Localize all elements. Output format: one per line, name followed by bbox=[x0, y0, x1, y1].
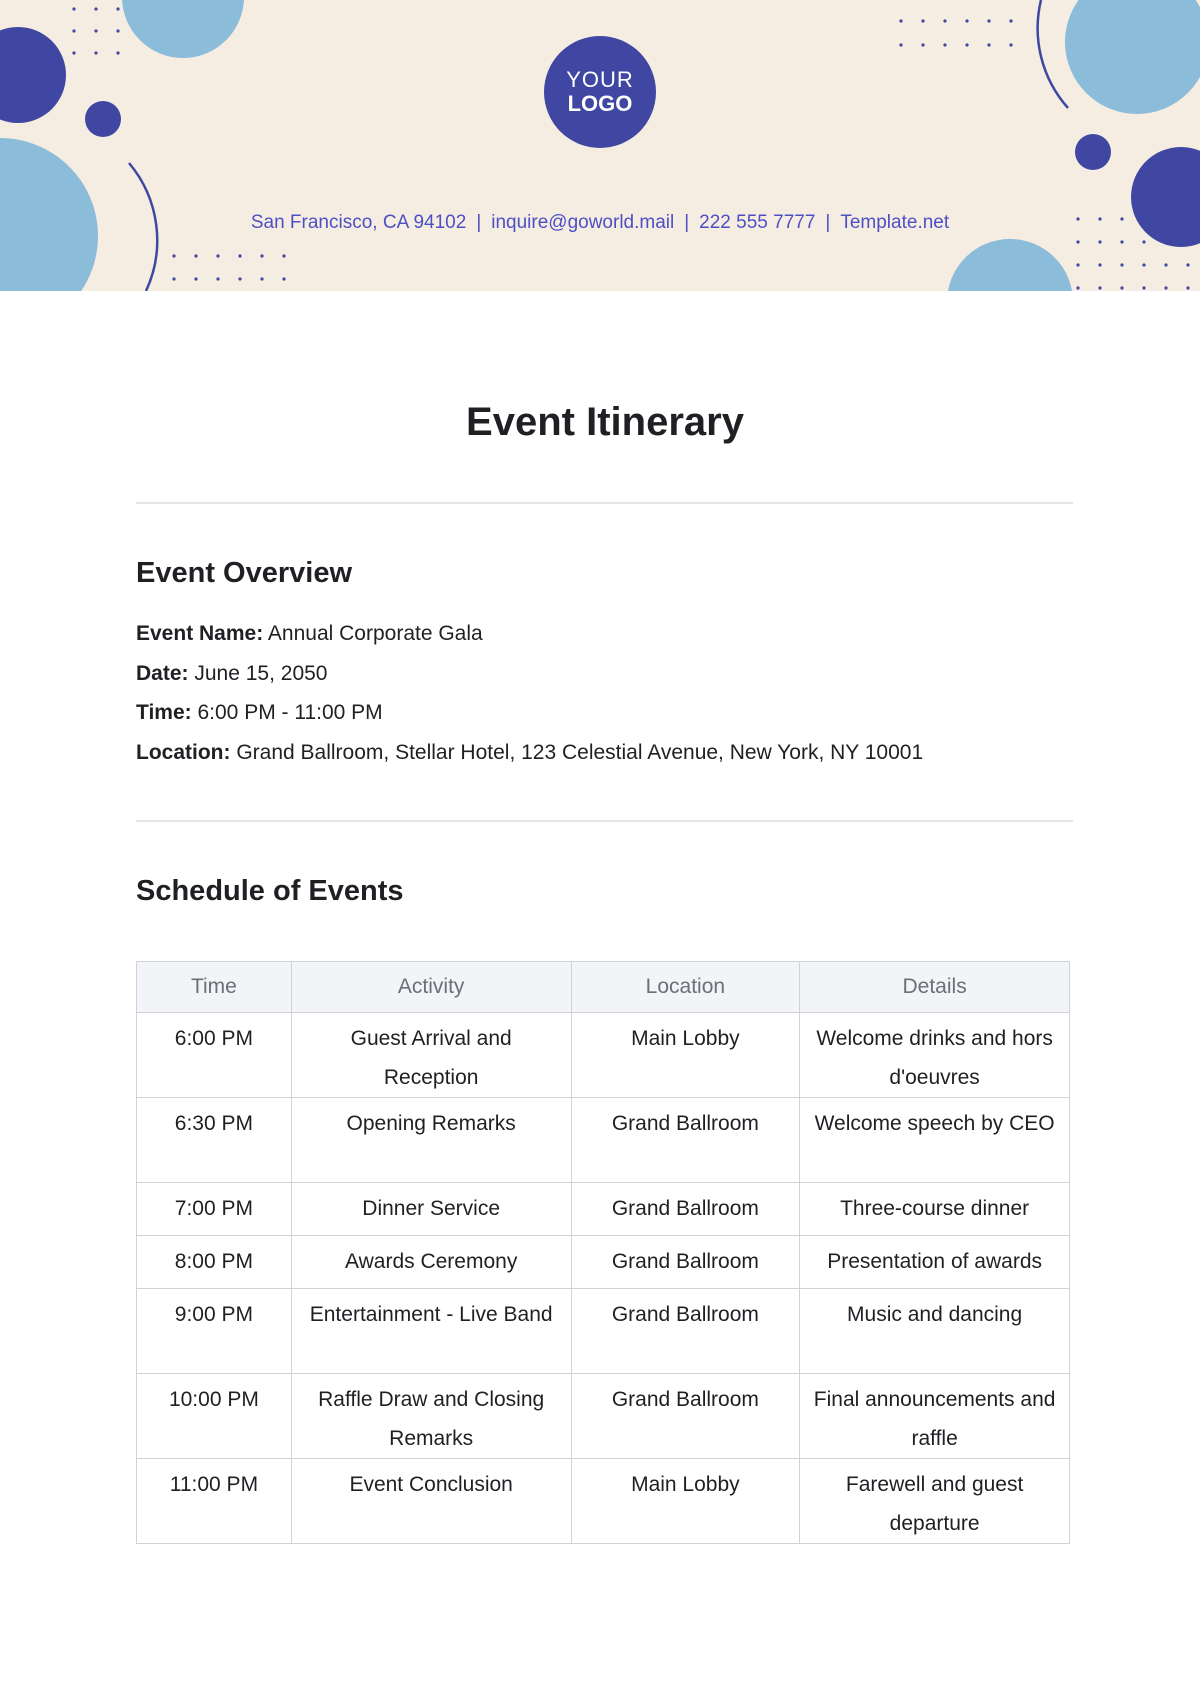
field-label: Time: bbox=[136, 701, 192, 724]
cell-details: Final announcements and raffle bbox=[800, 1374, 1070, 1459]
overview-heading: Event Overview bbox=[136, 557, 352, 589]
contact-phone: 222 555 7777 bbox=[699, 212, 816, 233]
cell-activity: Guest Arrival and Reception bbox=[291, 1013, 571, 1098]
table-row bbox=[137, 1183, 1070, 1236]
cell-location: Grand Ballroom bbox=[571, 1183, 800, 1236]
field-value: Annual Corporate Gala bbox=[267, 622, 483, 645]
dark-blue-circle bbox=[0, 27, 66, 123]
cell-location: Grand Ballroom bbox=[571, 1098, 800, 1183]
column-header-location: Location bbox=[571, 962, 800, 1013]
overview-field-time bbox=[136, 697, 923, 737]
cell-activity: Entertainment - Live Band bbox=[291, 1289, 571, 1374]
field-value: June 15, 2050 bbox=[194, 661, 328, 685]
logo-line-2: LOGO bbox=[567, 91, 633, 116]
overview-field-date bbox=[136, 658, 923, 698]
arc-line bbox=[1038, 0, 1068, 108]
cell-details: Presentation of awards bbox=[800, 1236, 1070, 1289]
cell-time: 11:00 PM bbox=[137, 1459, 292, 1544]
cell-activity: Dinner Service bbox=[291, 1183, 571, 1236]
cell-time: 6:30 PM bbox=[137, 1098, 292, 1183]
cell-time: 10:00 PM bbox=[137, 1374, 292, 1459]
cell-details: Three-course dinner bbox=[800, 1183, 1070, 1236]
table-row bbox=[137, 1459, 1070, 1544]
light-blue-circle bbox=[122, 0, 244, 58]
divider bbox=[136, 502, 1073, 504]
contact-email: inquire@goworld.mail bbox=[491, 212, 675, 233]
cell-location: Main Lobby bbox=[571, 1013, 800, 1098]
cell-location: Grand Ballroom bbox=[571, 1374, 800, 1459]
cell-activity: Event Conclusion bbox=[291, 1459, 571, 1544]
cell-location: Main Lobby bbox=[571, 1459, 800, 1544]
column-header-details: Details bbox=[800, 962, 1070, 1013]
dark-blue-dot bbox=[1075, 134, 1111, 170]
field-label: Location: bbox=[136, 740, 231, 764]
overview-details bbox=[136, 618, 923, 776]
cell-time: 8:00 PM bbox=[137, 1236, 292, 1289]
cell-details: Farewell and guest departure bbox=[800, 1459, 1070, 1544]
contact-separator: | bbox=[825, 212, 831, 233]
cell-details: Welcome drinks and hors d'oeuvres bbox=[800, 1013, 1070, 1098]
divider bbox=[136, 820, 1073, 822]
schedule-heading: Schedule of Events bbox=[136, 875, 404, 907]
table-row bbox=[137, 1374, 1070, 1459]
field-label: Event Name: bbox=[136, 622, 264, 645]
logo-line-1: YOUR bbox=[566, 67, 634, 92]
dot-grid bbox=[72, 7, 119, 54]
overview-field-event-name bbox=[136, 618, 923, 658]
contact-separator: | bbox=[476, 212, 482, 233]
field-value: Grand Ballroom, Stellar Hotel, 123 Celestial Avenue, New York, NY 10001 bbox=[236, 740, 924, 764]
cell-activity: Raffle Draw and Closing Remarks bbox=[291, 1374, 571, 1459]
contact-address: San Francisco, CA 94102 bbox=[250, 212, 467, 233]
table-row bbox=[137, 1289, 1070, 1374]
company-logo bbox=[544, 36, 656, 148]
overview-field-location bbox=[136, 737, 923, 777]
schedule-table bbox=[136, 961, 1070, 1544]
field-value: 6:00 PM - 11:00 PM bbox=[197, 701, 383, 724]
dot-grid bbox=[172, 254, 285, 280]
contact-website: Template.net bbox=[840, 212, 950, 233]
table-row bbox=[137, 1098, 1070, 1183]
cell-location: Grand Ballroom bbox=[571, 1236, 800, 1289]
dark-blue-dot bbox=[85, 101, 121, 137]
cell-time: 6:00 PM bbox=[137, 1013, 292, 1098]
column-header-time: Time bbox=[137, 962, 292, 1013]
contact-separator: | bbox=[684, 212, 690, 233]
field-label: Date: bbox=[136, 661, 189, 685]
cell-location: Grand Ballroom bbox=[571, 1289, 800, 1374]
table-header-row bbox=[137, 962, 1070, 1013]
cell-details: Music and dancing bbox=[800, 1289, 1070, 1374]
cell-time: 7:00 PM bbox=[137, 1183, 292, 1236]
cell-details: Welcome speech by CEO bbox=[800, 1098, 1070, 1183]
table-row bbox=[137, 1013, 1070, 1098]
cell-time: 9:00 PM bbox=[137, 1289, 292, 1374]
light-blue-circle bbox=[947, 239, 1073, 291]
header-banner bbox=[0, 0, 1200, 291]
cell-activity: Opening Remarks bbox=[291, 1098, 571, 1183]
contact-line bbox=[0, 212, 1200, 234]
dot-grid bbox=[899, 19, 1012, 46]
table-row bbox=[137, 1236, 1070, 1289]
cell-activity: Awards Ceremony bbox=[291, 1236, 571, 1289]
light-blue-circle bbox=[1065, 0, 1200, 114]
column-header-activity: Activity bbox=[291, 962, 571, 1013]
document-title: Event Itinerary bbox=[466, 400, 744, 444]
